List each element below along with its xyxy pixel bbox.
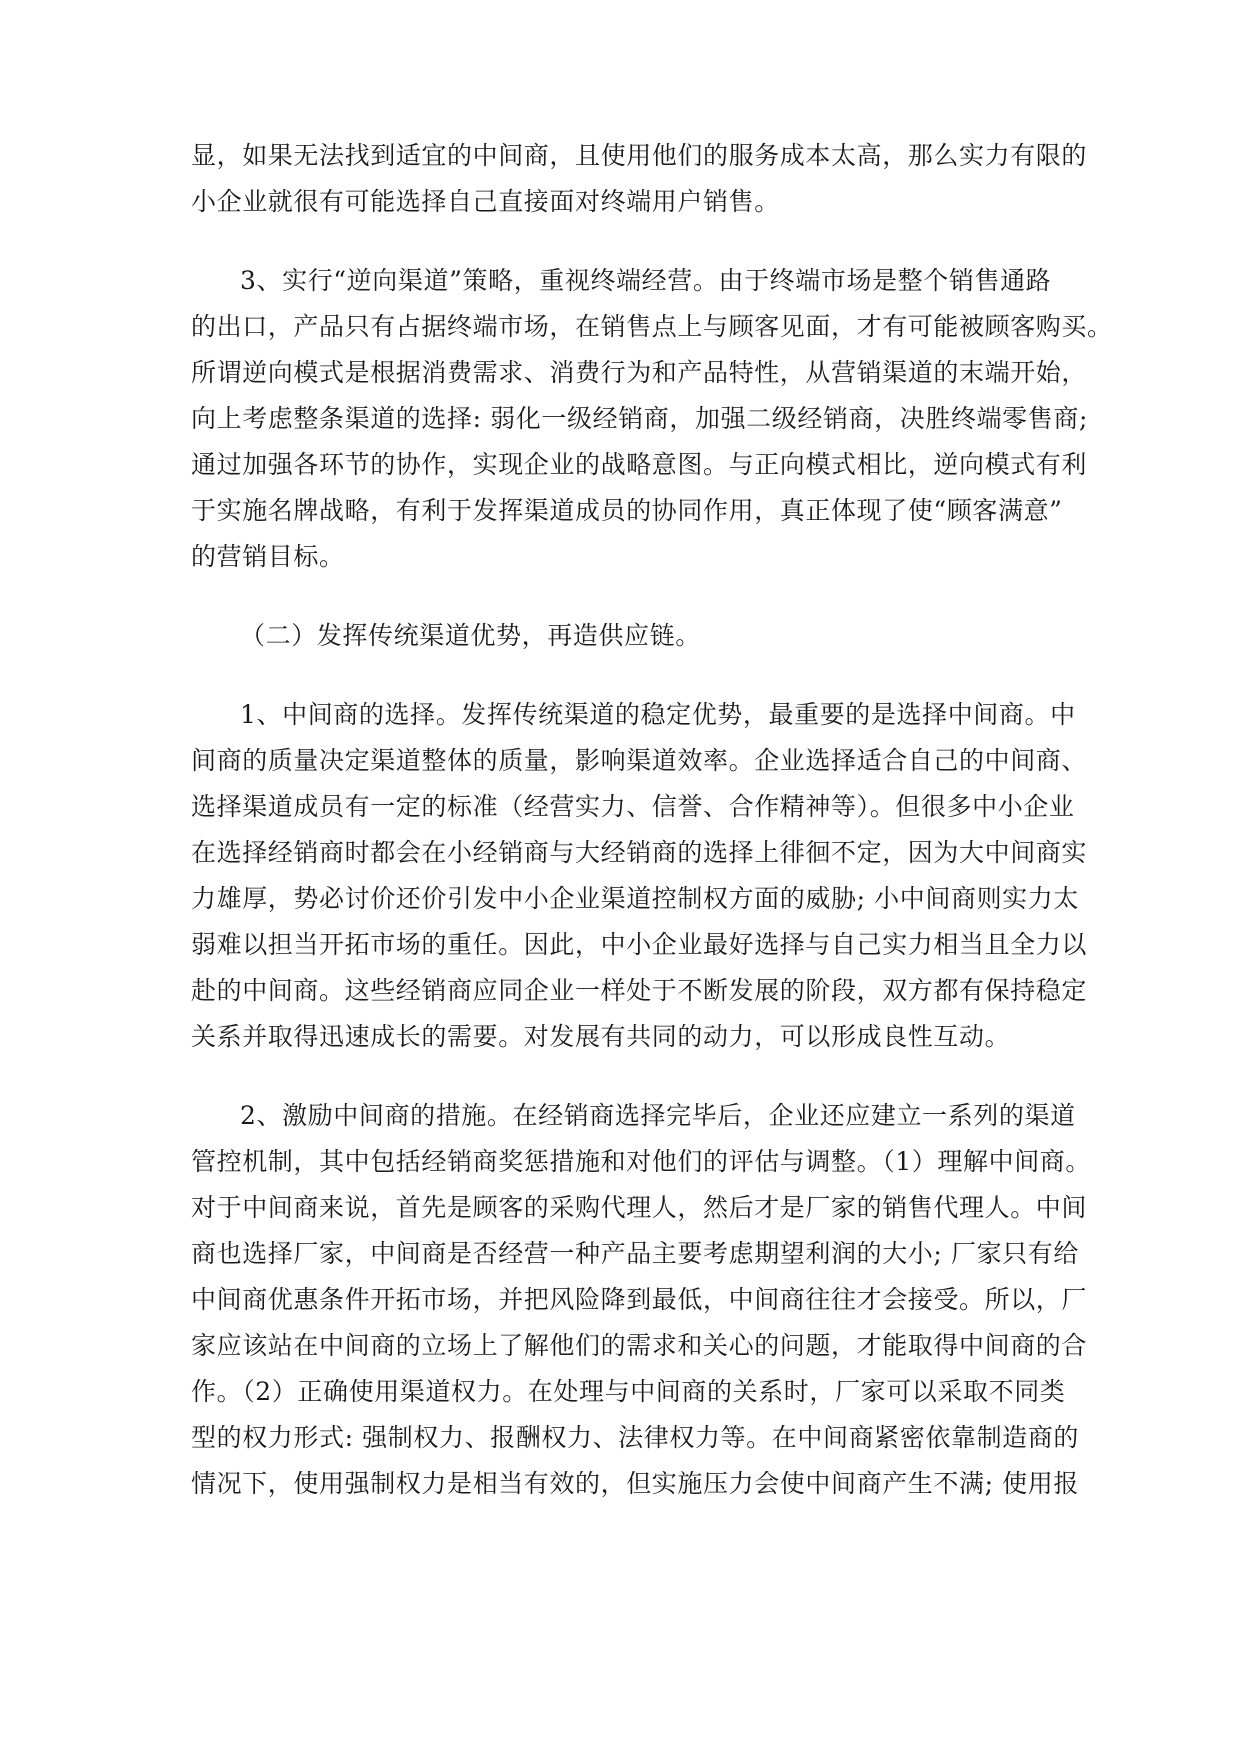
text-line: 作。（2）正确使用渠道权力。在处理与中间商的关系时，厂家可以采取不同类	[191, 1377, 1066, 1406]
text-line: 2、激励中间商的措施。在经销商选择完毕后，企业还应建立一系列的渠道	[240, 1101, 1076, 1130]
text-line: 关系并取得迅速成长的需要。对发展有共同的动力，可以形成良性互动。	[191, 1022, 1011, 1051]
text-line: 间商的质量决定渠道整体的质量，影响渠道效率。企业选择适合自己的中间商、	[191, 746, 1088, 775]
text-line: 3、实行“逆向渠道”策略，重视终端经营。由于终端市场是整个销售通路	[240, 266, 1052, 295]
text-line: 管控机制，其中包括经销商奖惩措施和对他们的评估与调整。（1）理解中间商。	[191, 1147, 1092, 1176]
text-line: 通过加强各环节的协作，实现企业的战略意图。与正向模式相比，逆向模式有利	[191, 450, 1088, 479]
text-line: 情况下，使用强制权力是相当有效的，但实施压力会使中间商产生不满; 使用报	[191, 1469, 1079, 1498]
text-line: 家应该站在中间商的立场上了解他们的需求和关心的问题，才能取得中间商的合	[191, 1331, 1088, 1360]
text-line: 于实施名牌战略，有利于发挥渠道成员的协同作用，真正体现了使“顾客满意”	[191, 496, 1063, 525]
section-heading: （二）发挥传统渠道优势，再造供应链。	[240, 621, 701, 650]
text-line: 商也选择厂家，中间商是否经营一种产品主要考虑期望利润的大小; 厂家只有给	[191, 1239, 1079, 1268]
text-line: 中间商优惠条件开拓市场，并把风险降到最低，中间商往往才会接受。所以，厂	[191, 1285, 1088, 1314]
text-line: 弱难以担当开拓市场的重任。因此，中小企业最好选择与自己实力相当且全力以	[191, 930, 1088, 959]
text-line: 1、中间商的选择。发挥传统渠道的稳定优势，最重要的是选择中间商。中	[240, 700, 1076, 729]
text-line: 力雄厚，势必讨价还价引发中小企业渠道控制权方面的威胁; 小中间商则实力太	[191, 884, 1079, 913]
text-line: 对于中间商来说，首先是顾客的采购代理人，然后才是厂家的销售代理人。中间	[191, 1193, 1088, 1222]
text-line: 在选择经销商时都会在小经销商与大经销商的选择上徘徊不定，因为大中间商实	[191, 838, 1088, 867]
text-line: 向上考虑整条渠道的选择: 弱化一级经销商，加强二级经销商，决胜终端零售商;	[191, 404, 1088, 433]
text-line: 的出口，产品只有占据终端市场，在销售点上与顾客见面，才有可能被顾客购买。	[191, 312, 1113, 341]
text-line: 赴的中间商。这些经销商应同企业一样处于不断发展的阶段，双方都有保持稳定	[191, 976, 1088, 1005]
text-line: 小企业就很有可能选择自己直接面对终端用户销售。	[191, 187, 780, 216]
text-line: 的营销目标。	[191, 542, 345, 571]
text-line: 型的权力形式: 强制权力、报酬权力、法律权力等。在中间商紧密依靠制造商的	[191, 1423, 1079, 1452]
text-line: 所谓逆向模式是根据消费需求、消费行为和产品特性，从营销渠道的末端开始，	[191, 358, 1088, 387]
text-line: 选择渠道成员有一定的标准（经营实力、信誉、合作精神等）。但很多中小企业	[191, 792, 1075, 821]
text-line: 显，如果无法找到适宜的中间商，且使用他们的服务成本太高，那么实力有限的	[191, 141, 1088, 170]
